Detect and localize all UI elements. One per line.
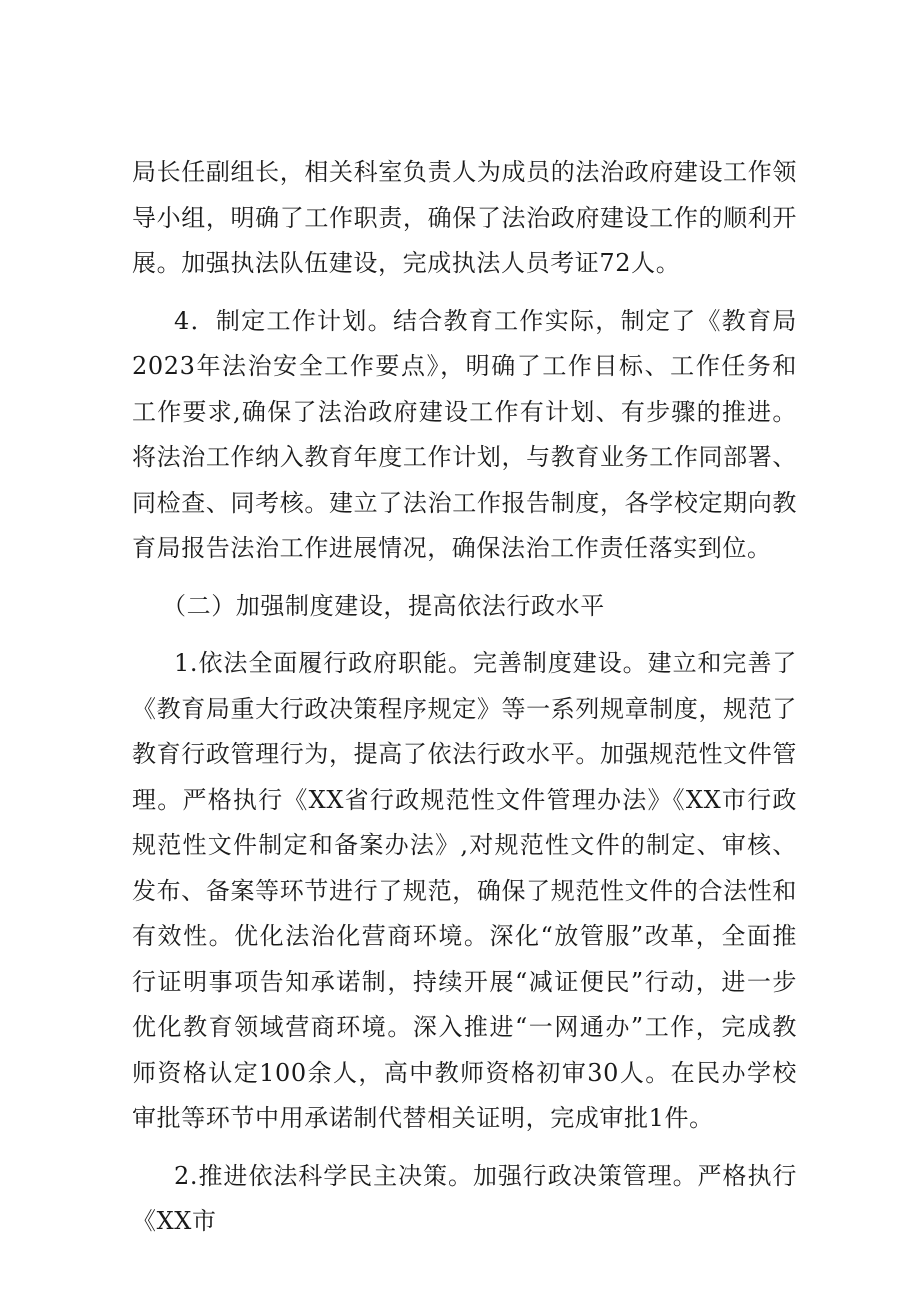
- paragraph-item-2-decision-making: 2.推进依法科学民主决策。加强行政决策管理。严格执行《XX市: [132, 1161, 797, 1235]
- paragraph-continued: 局长任副组长，相关科室负责人为成员的法治政府建设工作领导小组，明确了工作职责，确保了法治政府建设工作的顺利开展。加强执法队伍建设，完成执法人员考证72人。: [132, 158, 797, 277]
- document-body: [132, 150, 797, 1245]
- section-heading-2: （二）加强制度建设，提高依法行政水平: [162, 591, 605, 620]
- paragraph-item-1-government-functions: 1.依法全面履行政府职能。完善制度建设。建立和完善了《教育局重大行政决策程序规定》等一系列规章制度，规范了教育行政管理行为，提高了依法行政水平。加强规范性文件管理。严格执行《XX省行政规范性文件管理办法》《XX市行政规范性文件制定和备案办法》,对规范性文件的制定、审核、发布、备案等环节进行了规范，确保了规范性文件的合法性和有效性。优化法治化营商环境。深化“放管服”改革，全面推行证明事项告知承诺制，持续开展“减证便民”行动，进一步优化教育领域营商环境。深入推进“一网通办”工作，完成教师资格认定100余人，高中教师资格初审30人。在民办学校审批等环节中用承诺制代替相关证明，完成审批1件。: [132, 649, 797, 1132]
- paragraph-item-4-work-plan: 4．制定工作计划。结合教育工作实际，制定了《教育局2023年法治安全工作要点》，明确了工作目标、工作任务和工作要求,确保了法治政府建设工作有计划、有步骤的推进。将法治工作纳入教育年度工作计划，与教育业务工作同部署、同检查、同考核。建立了法治工作报告制度，各学校定期向教育局报告法治工作进展情况，确保法治工作责任落实到位。: [132, 306, 797, 562]
